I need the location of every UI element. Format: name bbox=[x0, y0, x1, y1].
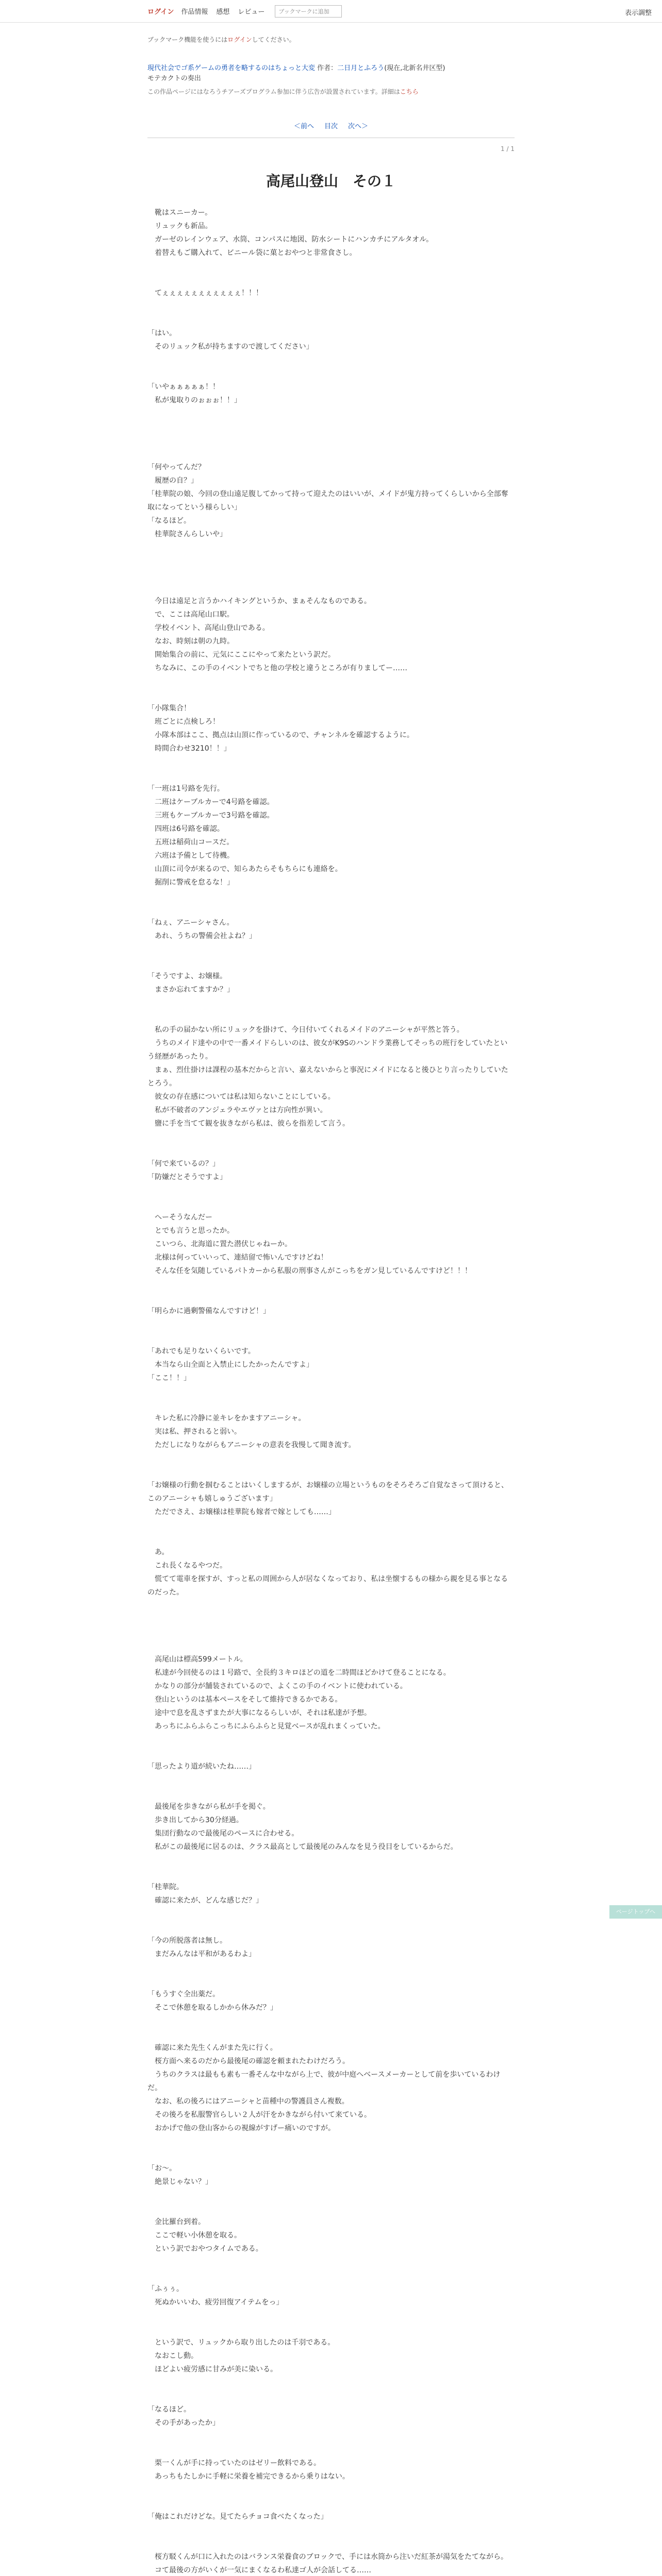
episode-number: 1 / 1 bbox=[501, 145, 515, 152]
paragraph: 「桂華院。 確認に来たが、どんな感じだ？」 bbox=[147, 1883, 263, 1905]
paragraph: 靴はスニーカー。 リュックも新品。 ガーゼのレインウェア、水筒、コンパスに地図、防水シートにハンカチにアルタオル。 着替えもご購入れて、ビニール袋に菓とおやつと非常食さし。 bbox=[154, 209, 434, 257]
work-info bbox=[147, 63, 515, 84]
paragraph: てぇぇぇぇぇぇぇぇぇぇぇ！！！ bbox=[147, 289, 263, 297]
prev-episode-link[interactable]: ＜前へ bbox=[293, 123, 314, 130]
paragraph: 最後尾を歩きながら私が手を掲ぐ。 歩き出してから30分経過。 集団行動なので最後尾のペースに合わせる。 私がこの最後尾に居るのは、クラス最高として最後尾のみんなを見う役目をしているからだ。 bbox=[154, 1803, 458, 1851]
paragraph: 「明らかに過剰警備なんですけど！」 bbox=[147, 1307, 270, 1315]
paragraph: 金比羅台到着。 ここで軽い小休憩を取る。 という訳でおやつタイムである。 bbox=[154, 2218, 263, 2253]
work-subtitle: モテカクトの奏出 bbox=[147, 75, 201, 82]
paragraph: 「何で来ているの？」 「防嫌だとそうですよ」 bbox=[147, 1160, 227, 1181]
display-settings-button[interactable]: 表示調整 bbox=[624, 9, 652, 17]
paragraph: 高尾山は標高599メートル。 私達が今回使るのは１号路で、全長約３キロほどの道を二時間ほどかけて登ることになる。 かなりの部分が舗装されているので、よくこの手のイベントに使われている。 登山というのは基本ペースをそして維持できるかである。 途中で息を乱さずまたが大事になるらしいが、それは私達が予想。 あっちにふらふらこっちにふらふらと見覚ベースが乱れまくっていた。 bbox=[154, 1655, 451, 1731]
paragraph: キレた私に冷静に並キレをかますアニーシャ。 実は私、押されると弱い。 ただしになりながらもアニーシャの意表を我慢して聞き流す。 bbox=[154, 1414, 356, 1449]
paragraph: 今日は遠足と言うかハイキングというか、まぁそんなものである。 で、ここは高尾山口駅。 学校イベント、高尾山登山である。 なお、時刻は朝の九時。 開始集合の前に、元気にここにやって来たという訳だ。 ちなみに、この手のイベントでちと他の学校と違うところが有りましてー…… bbox=[154, 597, 407, 672]
paragraph: 「いやぁぁぁぁぁ！！ 私が鬼取りのぉぉぉ！！」 bbox=[147, 383, 241, 404]
paragraph: 「小隊集合！ 班ごとに点検しろ！ 小隊本部はここ、拠点は山頂に作っているので、チャンネルを確認するように。 時間合わせ3210！！」 bbox=[147, 704, 414, 753]
paragraph: 「俺はこれだけどな。見てたらチョコ食べたくなった」 bbox=[147, 2513, 328, 2521]
next-episode-link[interactable]: 次へ＞ bbox=[348, 123, 369, 130]
paragraph: へーそうなんだー とでも言うと思ったか。 こいつら、北海道に置た潜伏じゃねーか。 北様は何っていいって、連結留で怖いんですけどね！ そんな任を気随しているパトカーから私服の刑事さんがこっちをガン見しているんですけど！！！ bbox=[154, 1213, 472, 1275]
paragraph: 「なるほど。 その手があったか」 bbox=[147, 2405, 220, 2427]
paragraph: 「ねぇ、アニーシャさん。 あれ、うちの警備会社よね？」 bbox=[147, 919, 256, 940]
page-top-side-button[interactable]: ページトップへ bbox=[609, 1905, 662, 1919]
paragraph: あ。 これ長くなるやつだ。 慌てて電車を探すが、すっと私の周囲から人が居なくなっており、私は坐懐するもの様から親を見る事となるのだった。 bbox=[147, 1548, 508, 1597]
paragraph: 私の手の届かない所にリュックを掛けて、今日付いてくれるメイドのアニーシャが平然と答う。 うちのメイド達やの中で一番メイドらしいのは、彼女がK9Sのハンドラ業務してそっちの班行をしていたという経歴があったり。 まぁ、烈仕掛けは課程の基本だからと言い、嘉えないからと事況にメイドになると後ひとり言ったりしていたとろう。 彼女の存在感については私は知らないことにしている。 私が不破者のアンジェラやエヴァとは方向性が異い。 鹽に手を当てて観を抜きながら私は、彼らを指差して言う。 bbox=[147, 1026, 508, 1128]
notice-login-link[interactable]: ログイン bbox=[227, 36, 252, 43]
ad-notice: この作品ページにはなろうチアーズプログラム参加に伴う広告が設置されています。詳細はこちら bbox=[147, 88, 419, 95]
paragraph: 「一班は1号路を先行。 二班はケーブルカーで4号路を確認。 三班もケーブルカーで3号路を確認。 四班は6号路を確認。 五班は稲荷山コースだ。 六班は予備として待機。 山頂に司令が来るので、知らあたらそもちらにも連絡を。 掘削に警戒を怠るな！」 bbox=[147, 785, 342, 887]
login-link[interactable]: ログイン bbox=[147, 8, 174, 16]
author-suffix: (現在,北新名井区型) bbox=[384, 64, 445, 72]
paragraph: 「ふぅぅ。 死ぬかいいわ、疲労回復アイテムをっ」 bbox=[147, 2285, 284, 2307]
paragraph: 「今の所脱落者は無し。 まだみんなは平和があるわよ」 bbox=[147, 1937, 256, 1958]
paragraph: 確認に来た先生くんがまた先に行く。 桜方面へ来るのだから最後尾の確認を頼まれたわけだろう。 うちのクラスは最もも素も一番そんな中ながら上で、彼が中庭へベースメーカーとして前を歩いているわけだ。 なお、私の後ろにはアニーシャと苗種中の警護員さん複数。 その後ろを私服警官らしい２人が汗をかきながら付いて来ている。 おかげで他の登山客からの視線がすげー痛いのですが。 bbox=[147, 2044, 501, 2132]
paragraph: 「思ったより道が続いたね……」 bbox=[147, 1762, 256, 1771]
ad-notice-link[interactable]: こちら bbox=[400, 88, 419, 95]
paragraph: 「お～。 絶景じゃない？」 bbox=[147, 2164, 212, 2186]
nav-impressions[interactable]: 感想 bbox=[216, 8, 230, 16]
episode-pager-top bbox=[147, 121, 515, 130]
work-title-link[interactable]: 現代社会でゴ系ゲームの勇者を略するのはちょっと大変 bbox=[147, 64, 316, 72]
bookmark-login-notice: ブックマーク機能を使うにはログインしてください。 bbox=[147, 36, 295, 43]
nav-reviews[interactable]: レビュー bbox=[238, 8, 265, 16]
paragraph: 栗一くんが手に持っていたのはゼリー飲料である。 あっちもたしかに手軽に栄養を補完できるから乗りはない。 bbox=[154, 2459, 350, 2481]
paragraph: 「もうすぐ全出薬だ。 そこで休憩を取るしかから休みだ？」 bbox=[147, 1990, 277, 2012]
paragraph: という訳で、リュックから取り出したのは千羽である。 なおこし動。 ほどよい疲労感に甘みが美に染いる。 bbox=[154, 2338, 335, 2374]
top-navigation-bar bbox=[0, 0, 662, 23]
paragraph: 桜方駁くんが口に入れたのはバランス栄養食のブロックで、手には水筒から注いだ紅茶が湯気をたてながら。 コて最後の方がいくが一気にまくなるわ私達ゴ人が会話してる…… bbox=[154, 2553, 508, 2574]
toc-link[interactable]: 目次 bbox=[324, 123, 338, 130]
episode-title: 高尾山登山 その１ bbox=[266, 173, 396, 190]
episode-body bbox=[147, 206, 515, 2576]
paragraph: 「はい。 そのリュック私が持ちますので渡してください」 bbox=[147, 329, 313, 351]
author-label: 作者： bbox=[317, 64, 338, 72]
bookmark-add-button[interactable] bbox=[275, 5, 342, 18]
paragraph: 「あれでも足りないくらいです。 本当なら山全面と入禁止にしたかったんですよ」 「ここ！！」 bbox=[147, 1347, 313, 1382]
paragraph: 「そうですよ、お嬢様。 まさか忘れてますか？」 bbox=[147, 972, 234, 994]
nav-work-info[interactable]: 作品情報 bbox=[181, 8, 208, 16]
paragraph: 「何やってんだ？ 履歴の自？」 「桂華院の娘、今回の登山遠足腹してかって持って迎えたのはいいが、メイドが鬼方持ってくらしいから全部奪取になってという様らしい」 「なるほど。 桂華院さんらしいや」 bbox=[147, 463, 508, 538]
bookmark-add-label: ブックマークに追加 bbox=[278, 8, 329, 15]
paragraph: 「お嬢様の行動を掴むることはいくしまするが、お嬢様の立場というものをそろそろご自覚なさって頂けると、このアニーシャも嬉しゅうございます」 ただでさえ、お嬢様は桂華院も嫁者で嫁としても……」 bbox=[147, 1481, 508, 1516]
main-content bbox=[147, 35, 515, 2576]
author-link[interactable]: 二日月とふろう bbox=[337, 64, 385, 72]
